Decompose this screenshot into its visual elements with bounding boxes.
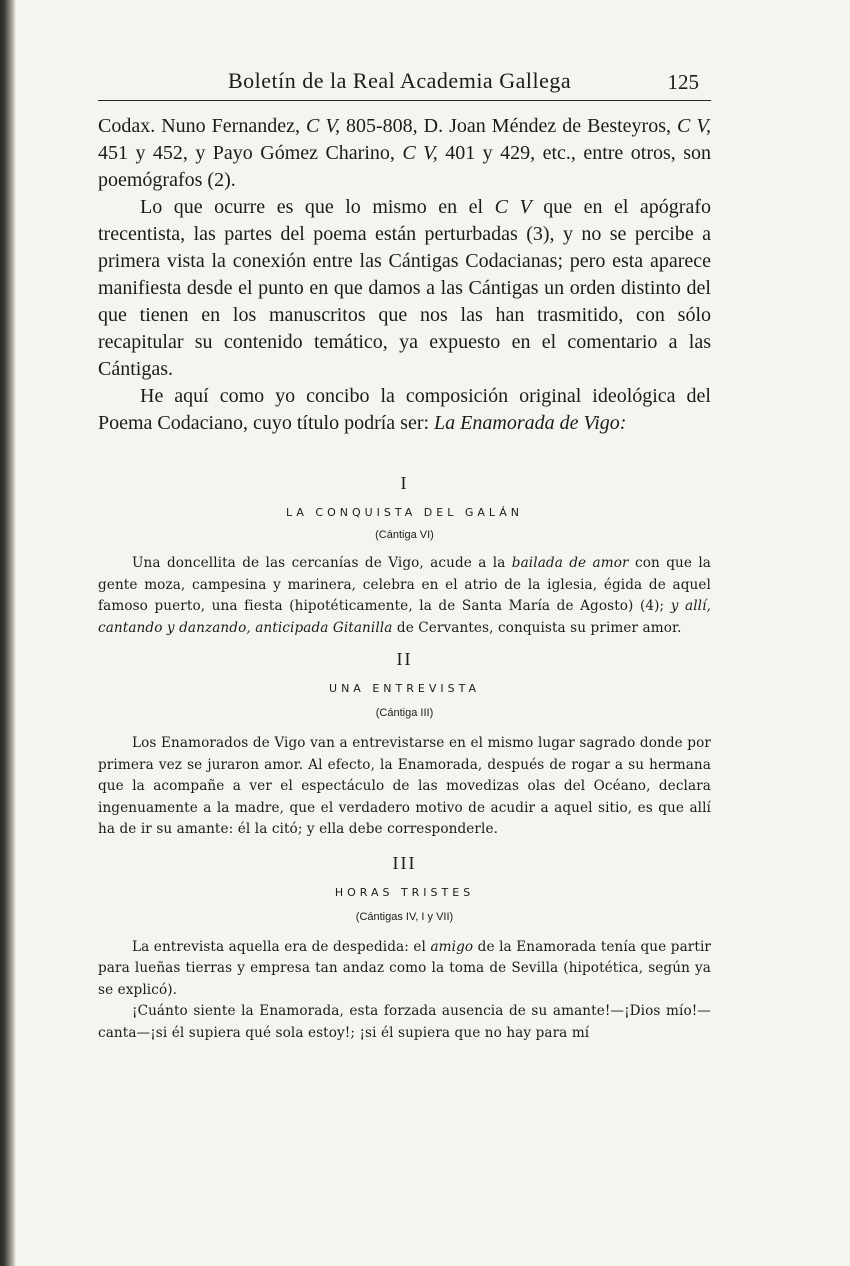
section-1 [98,473,711,639]
section-number: I [400,473,409,493]
page [98,60,711,1044]
main-text [98,113,711,1044]
paragraph-poemografos: Codax. Nuno Fernandez, C V, 805-808, D. Joan Méndez de Besteyros, C V, 451 y 452, y Payo Gómez Charino, C V, 401 y 429, etc., entre otros, son poemógrafos (2). [98,115,712,191]
cantiga-ref: (Cántiga III) [375,707,434,719]
page-number: 125 [667,70,699,94]
section-title: UNA ENTREVISTA [329,682,480,695]
journal-title: Boletín de la Real Academia Gallega [228,68,572,93]
section-number: II [396,649,413,669]
section-body: La entrevista aquella era de despedida: el amigo de la Enamorada tenía que partir para lueñas tierras y empresa tan andaz como la toma de Sevilla (hipotética, según ya se explicó). [98,938,711,998]
section-body: Los Enamorados de Vigo van a entrevistarse en el mismo lugar sagrado donde por primera vez se juraron amor. Al efecto, la Enamorada, después de rogar a su hermana que la acompañe a ver el espectáculo de las movedizas olas del Océano, declara ingenuamente a la madre, que el verdadero motivo de acudir a aquel sitio, es que allí ha de ir su amante: él la citó; y ella debe corresponderle. [98,735,711,837]
running-header [98,60,711,101]
paragraph-composicion: He aquí como yo concibo la composición original ideológica del Poema Codaciano, cuyo título podría ser: La Enamorada de Vigo: [98,385,711,434]
section-body-continued: ¡Cuánto siente la Enamorada, esta forzada ausencia de su amante!—¡Dios mío!—canta—¡si él supiera qué sola estoy!; ¡si él supiera que no hay para mí [98,1003,711,1041]
section-title: HORAS TRISTES [334,885,475,899]
book-spine-shadow [0,0,16,1266]
section-2 [98,649,711,841]
section-title: LA CONQUISTA DEL GALÁN [285,506,524,519]
section-number: III [392,852,417,873]
paragraph-perturbadas: Lo que ocurre es que lo mismo en el C V que en el apógrafo trecentista, las partes del poema están perturbadas (3), y no se percibe a primera vista la conexión entre las Cántigas Codacianas; pero esta aparece manifiesta desde el punto en que damos a las Cántigas un orden distinto del que tienen en los manuscritos que nos las han trasmitido, con sólo recapitular su contenido temático, ya expuesto en el comentario a las Cántigas. [98,196,712,380]
cantiga-ref: (Cántiga VI) [375,529,434,541]
section-3 [98,853,711,1045]
section-body: Una doncellita de las cercanías de Vigo, acude a la bailada de amor con que la gente moza, campesina y marinera, celebra en el atrio de la iglesia, égida de aquel famoso puerto, una fiesta (hipotéticamente, la de Santa María de Agosto) (4); y allí, cantando y danzando, anticipada Gitanilla de Cervantes, conquista su primer amor. [98,555,712,636]
cantiga-ref: (Cántigas IV, I y VII) [355,910,454,923]
